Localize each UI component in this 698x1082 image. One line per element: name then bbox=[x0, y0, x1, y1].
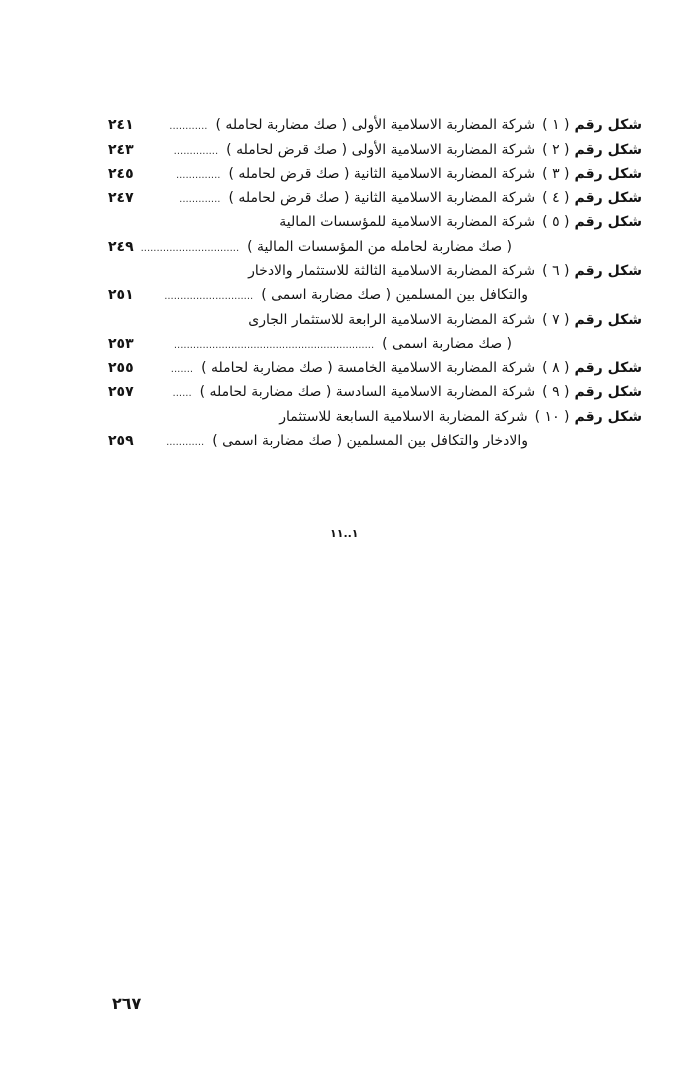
figure-label: شكل رقم bbox=[574, 166, 642, 182]
leader-dots: ............................... bbox=[140, 243, 240, 254]
leader-dots: ............................ bbox=[164, 291, 254, 302]
figure-number: ( ٤ ) bbox=[542, 190, 570, 206]
figure-label: شكل رقم bbox=[574, 409, 642, 425]
figure-page: ٢٥٧ bbox=[108, 384, 134, 400]
figure-entry-9 bbox=[108, 381, 642, 403]
figure-number: ( ٦ ) bbox=[542, 263, 570, 279]
figure-entry-7 bbox=[108, 309, 642, 331]
figure-page: ٢٥٥ bbox=[108, 360, 134, 376]
figure-entry-10 bbox=[108, 406, 642, 428]
figure-number: ( ١ ) bbox=[542, 117, 570, 133]
figure-page: ٢٤٣ bbox=[108, 142, 134, 158]
figure-page: ٢٥٣ bbox=[108, 336, 134, 352]
figure-title-continuation: ( صك مضاربة لحامله من المؤسسات المالية ) bbox=[247, 239, 512, 255]
leader-dots: ....... bbox=[170, 364, 194, 375]
leader-dots: .............. bbox=[175, 170, 221, 181]
figure-title-continuation: ( صك مضاربة اسمى ) bbox=[382, 336, 512, 352]
figure-entry-6 bbox=[108, 260, 642, 282]
figure-label: شكل رقم bbox=[574, 190, 642, 206]
figure-label: شكل رقم bbox=[574, 384, 642, 400]
figure-page: ٢٤٥ bbox=[108, 166, 134, 182]
figure-number: ( ٥ ) bbox=[542, 214, 570, 230]
footer-code: ١..١١ bbox=[330, 527, 359, 540]
figure-title: شركة المضاربة الاسلامية السادسة ( صك مضاربة لحامله ) bbox=[199, 384, 536, 400]
figure-title: شركة المضاربة الاسلامية الثانية ( صك قرض لحامله ) bbox=[228, 190, 536, 206]
leader-dots: ............ bbox=[166, 437, 205, 448]
figure-page: ٢٤٩ bbox=[108, 239, 134, 255]
figure-entry-5 bbox=[108, 211, 642, 233]
leader-dots: ...... bbox=[172, 388, 192, 399]
figure-page: ٢٥٩ bbox=[108, 433, 134, 449]
figure-title: شركة المضاربة الاسلامية الثانية ( صك قرض لحامله ) bbox=[228, 166, 536, 182]
leader-dots: ............. bbox=[179, 194, 221, 205]
figure-title: شركة المضاربة الاسلامية الأولى ( صك قرض لحامله ) bbox=[226, 142, 536, 158]
leader-dots: ............................................................... bbox=[173, 340, 375, 351]
figure-label: شكل رقم bbox=[574, 312, 642, 328]
figure-title-continuation: والتكافل بين المسلمين ( صك مضاربة اسمى ) bbox=[261, 287, 528, 303]
figure-label: شكل رقم bbox=[574, 263, 642, 279]
page-number: ٢٦٧ bbox=[112, 994, 142, 1013]
figure-title-continuation: والادخار والتكافل بين المسلمين ( صك مضاربة اسمى ) bbox=[212, 433, 528, 449]
figure-label: شكل رقم bbox=[574, 360, 642, 376]
figure-entry-8 bbox=[108, 357, 642, 379]
figure-label: شكل رقم bbox=[574, 117, 642, 133]
figure-entry-7-continuation bbox=[108, 333, 642, 355]
figure-number: ( ٢ ) bbox=[542, 142, 570, 158]
figure-title: شركة المضاربة الاسلامية الخامسة ( صك مضاربة لحامله ) bbox=[201, 360, 536, 376]
figure-entry-2 bbox=[108, 139, 642, 161]
figure-number: ( ١٠ ) bbox=[534, 409, 570, 425]
figure-label: شكل رقم bbox=[574, 142, 642, 158]
figure-entry-4 bbox=[108, 187, 642, 209]
figure-label: شكل رقم bbox=[574, 214, 642, 230]
figure-title: شركة المضاربة الاسلامية الثالثة للاستثمار والادخار bbox=[248, 263, 536, 279]
figure-entry-10-continuation bbox=[108, 430, 642, 452]
figure-number: ( ٣ ) bbox=[542, 166, 570, 182]
figure-title: شركة المضاربة الاسلامية السابعة للاستثمار bbox=[279, 409, 528, 425]
figure-title: شركة المضاربة الاسلامية الأولى ( صك مضاربة لحامله ) bbox=[215, 117, 536, 133]
figure-entry-5-continuation bbox=[108, 236, 642, 258]
figure-title: شركة المضاربة الاسلامية الرابعة للاستثمار الجارى bbox=[248, 312, 536, 328]
figure-number: ( ٩ ) bbox=[542, 384, 570, 400]
figure-entry-1 bbox=[108, 114, 642, 136]
figure-number: ( ٧ ) bbox=[542, 312, 570, 328]
figure-page: ٢٤١ bbox=[108, 117, 134, 133]
leader-dots: .............. bbox=[173, 146, 219, 157]
figure-entry-3 bbox=[108, 163, 642, 185]
figure-page: ٢٥١ bbox=[108, 287, 134, 303]
figure-title: شركة المضاربة الاسلامية للمؤسسات المالية bbox=[279, 214, 536, 230]
figure-page: ٢٤٧ bbox=[108, 190, 134, 206]
figure-entry-6-continuation bbox=[108, 284, 642, 306]
figure-number: ( ٨ ) bbox=[542, 360, 570, 376]
leader-dots: ............ bbox=[169, 121, 208, 132]
